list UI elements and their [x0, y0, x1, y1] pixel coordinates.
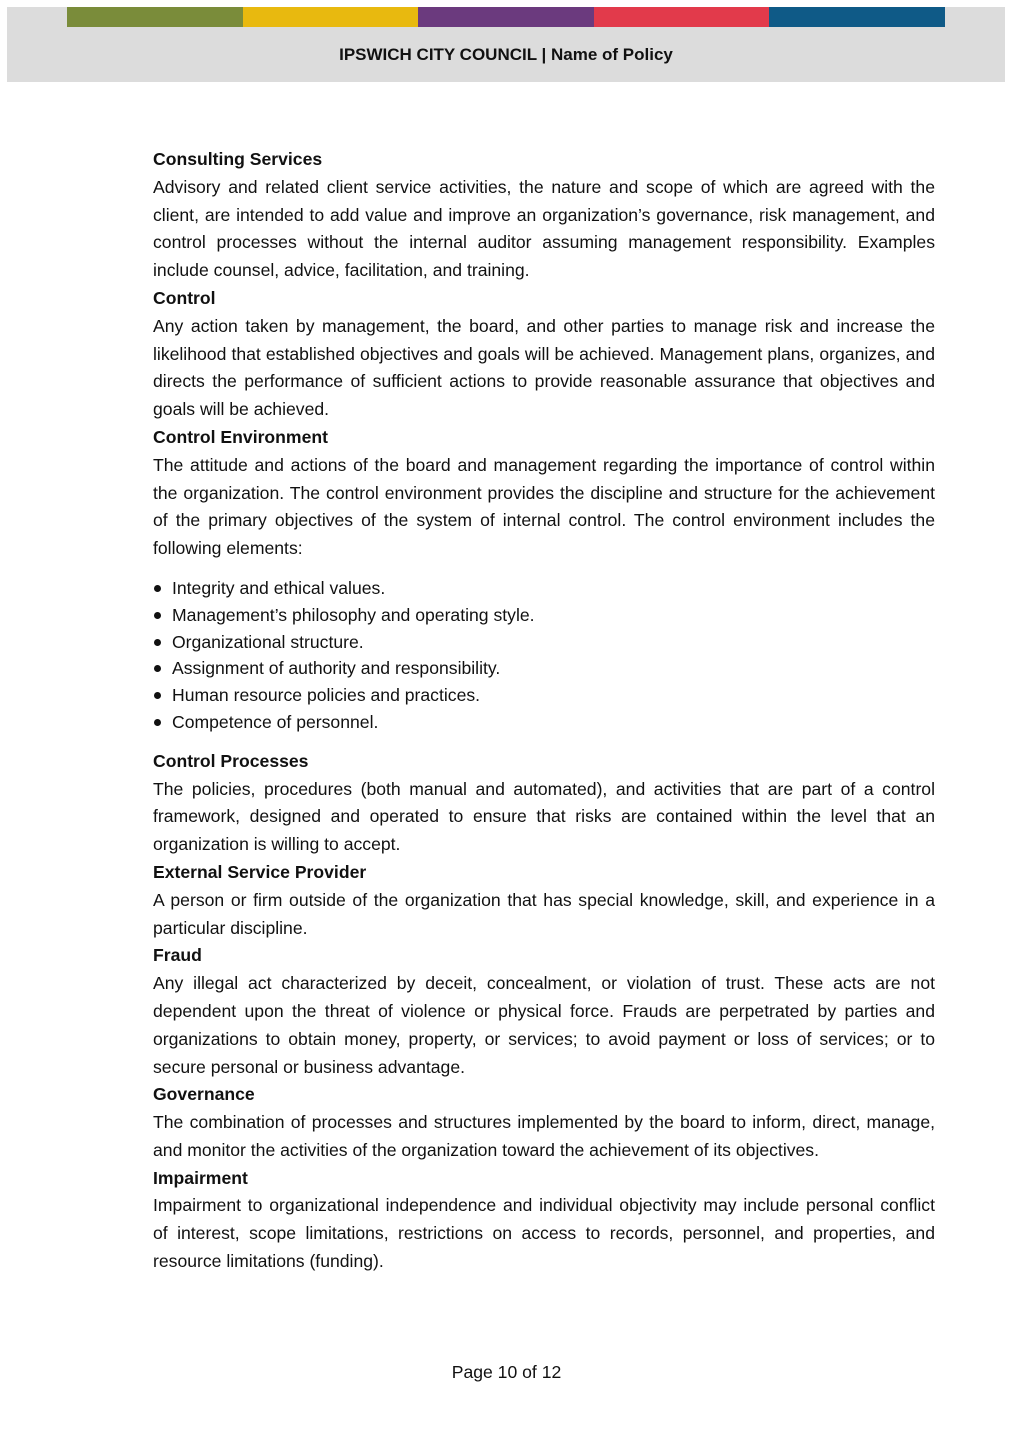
list-item-text: Assignment of authority and responsibility.: [172, 658, 501, 679]
list-item: [153, 655, 935, 682]
definition-text: Advisory and related client service activities, the nature and scope of which are agreed with the client, are intended to add value and improve an organization’s governance, risk management, and control processes without the internal auditor assuming management responsibility. Examples include counsel, advice, facilitation, and training.: [153, 176, 935, 281]
definition-term: Impairment: [153, 1167, 248, 1188]
color-segment-purple: [418, 7, 594, 27]
brand-color-bar: [67, 7, 945, 27]
color-segment-blue: [769, 7, 945, 27]
list-item-text: Organizational structure.: [172, 631, 364, 652]
bullet-icon: [154, 612, 161, 619]
bullet-icon: [154, 719, 161, 726]
definition-term: Control: [153, 287, 216, 308]
definition-term: External Service Provider: [153, 861, 367, 882]
bullet-icon: [154, 692, 161, 699]
definition-text: Impairment to organizational independence and individual objectivity may include personal conflict of interest, scope limitations, restrictions on access to records, personnel, and properties, and resource limitations (funding).: [153, 1195, 935, 1272]
list-item: [153, 709, 935, 736]
color-segment-red: [594, 7, 770, 27]
definition-text: The policies, procedures (both manual and automated), and activities that are part of a control framework, designed and operated to ensure that risks are contained within the level that an organization is willing to accept.: [153, 778, 935, 855]
list-item-text: Management’s philosophy and operating style.: [172, 604, 535, 625]
definition-term: Consulting Services: [153, 149, 323, 169]
bullet-icon: [154, 585, 161, 592]
page-header: [7, 7, 1005, 82]
header-title: IPSWICH CITY COUNCIL | Name of Policy: [339, 45, 673, 64]
definition-term: Control Processes: [153, 750, 309, 771]
page-number: Page 10 of 12: [451, 1362, 562, 1382]
color-segment-yellow: [243, 7, 419, 27]
definition-text: A person or firm outside of the organization that has special knowledge, skill, and experience in a particular discipline.: [153, 889, 935, 938]
definition-text: The attitude and actions of the board and management regarding the importance of control within the organization. The control environment provides the discipline and structure for the achievement of the primary objectives of the system of internal control. The control environment includes the following elements:: [153, 454, 935, 559]
list-item: [153, 682, 935, 709]
list-item-text: Human resource policies and practices.: [172, 685, 481, 706]
definition-term: Fraud: [153, 945, 202, 966]
control-environment-elements-list: [153, 575, 935, 736]
definition-text: The combination of processes and structures implemented by the board to inform, direct, manage, and monitor the activities of the organization toward the achievement of its objectives.: [153, 1112, 935, 1160]
definition-term: Governance: [153, 1084, 255, 1105]
list-item: [153, 629, 935, 656]
list-item: [153, 575, 935, 602]
list-item: [153, 602, 935, 629]
list-item-text: Integrity and ethical values.: [172, 577, 386, 598]
definition-text: Any illegal act characterized by deceit, concealment, or violation of trust. These acts are not dependent upon the threat of violence or physical force. Frauds are perpetrated by parties and organizations to obtain money, property, or services; to avoid payment or loss of services; or to secure personal or business advantage.: [153, 973, 935, 1077]
definition-term: Control Environment: [153, 426, 328, 447]
bullet-icon: [154, 665, 161, 672]
definition-text: Any action taken by management, the board, and other parties to manage risk and increase the likelihood that established objectives and goals will be achieved. Management plans, organizes, and directs the performance of sufficient actions to provide reasonable assurance that objectives and goals will be achieved.: [153, 315, 935, 420]
color-segment-olive: [67, 7, 243, 27]
definitions-body: [153, 146, 935, 1276]
bullet-icon: [154, 639, 161, 646]
list-item-text: Competence of personnel.: [172, 711, 379, 732]
